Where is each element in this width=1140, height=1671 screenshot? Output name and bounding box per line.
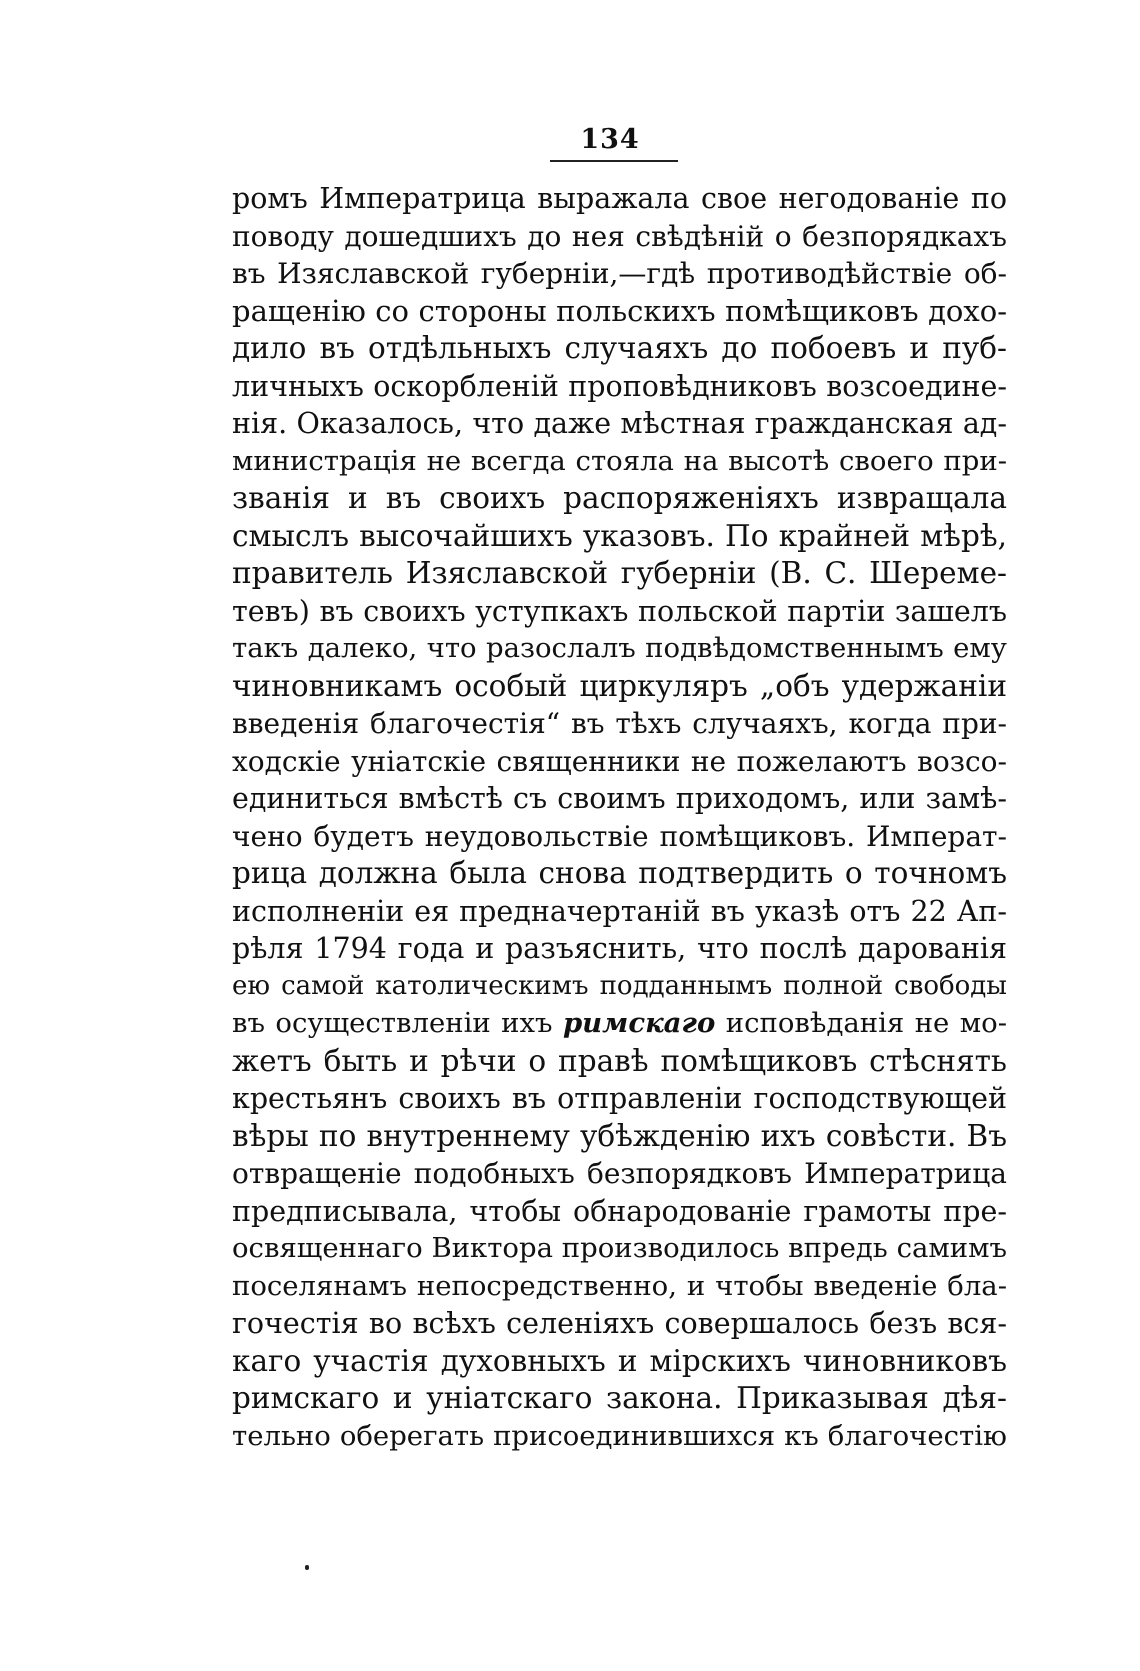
- text-line: рица должна была снова подтвердить о точномъ: [232, 856, 1007, 890]
- text-line: жетъ быть и рѣчи о правѣ помѣщиковъ стѣснять: [232, 1043, 1007, 1078]
- text-line: званія и въ своихъ распоряженіяхъ извращала: [232, 481, 1007, 515]
- text-line: единиться вмѣстѣ съ своимъ приходомъ, или замѣ-: [232, 782, 1007, 815]
- text-line: ею самой католическимъ подданнымъ полной свободы: [232, 970, 1007, 1001]
- text-line: ходскіе уніатскіе священники не пожелаютъ возсо-: [232, 744, 1007, 778]
- text-line: освященнаго Виктора производилось впредь самимъ: [232, 1232, 1007, 1264]
- text-line: такъ далеко, что разослалъ подвѣдомственнымъ ему: [232, 632, 1007, 664]
- text-line: чено будетъ неудовольствіе помѣщиковъ. Императ-: [232, 819, 1007, 853]
- text-line: вѣры по внутреннему убѣжденію ихъ совѣсти. Въ: [232, 1118, 1007, 1153]
- italic-word: римскаго: [562, 1007, 716, 1039]
- text-line: дило въ отдѣльныхъ случаяхъ до побоевъ и пуб-: [232, 331, 1007, 365]
- text-line: ромъ Императрица выражала свое негодованіе по: [232, 182, 1007, 215]
- body-text: [232, 180, 1007, 1455]
- text-line: гочестія во всѣхъ селеніяхъ совершалось безъ вся-: [232, 1307, 1007, 1340]
- header-rule: [550, 160, 678, 162]
- text-line: отвращеніе подобныхъ безпорядковъ Императрица: [232, 1157, 1007, 1190]
- text-line: смыслъ высочайшихъ указовъ. По крайней мѣрѣ,: [232, 518, 1007, 553]
- text-line: правитель Изяславской губерніи (В. С. Шереме-: [232, 556, 1007, 590]
- text-line: ращенію со стороны польскихъ помѣщиковъ дохо-: [232, 293, 1007, 328]
- text-line: поселянамъ непосредственно, и чтобы введеніе бла-: [232, 1269, 1007, 1302]
- text-line: министрація не всегда стояла на высотѣ своего при-: [232, 444, 1007, 477]
- text-line: въ Изяславской губерніи,—гдѣ противодѣйствіе об-: [232, 257, 1007, 290]
- text-line: личныхъ оскорбленій проповѣдниковъ возсоедине-: [232, 369, 1007, 403]
- text-fragment: въ осуществленіи ихъ: [232, 1007, 563, 1039]
- text-line: предписывала, чтобы обнародованіе грамоты пре-: [232, 1194, 1007, 1228]
- text-line: каго участія духовныхъ и мірскихъ чиновниковъ: [232, 1343, 1007, 1378]
- page-number: 134: [580, 124, 640, 155]
- text-line-with-italic: [232, 1005, 1007, 1043]
- text-line: чиновникамъ особый циркуляръ „объ удержаніи: [232, 668, 1007, 703]
- text-line: тевъ) въ своихъ уступкахъ польской партіи зашелъ: [232, 594, 1007, 628]
- text-fragment: исповѣданія не мо-: [715, 1007, 1007, 1039]
- text-line: введенія благочестія“ въ тѣхъ случаяхъ, когда при-: [232, 707, 1007, 740]
- ink-speck: [305, 1565, 309, 1570]
- text-line: тельно оберегать присоединившихся къ благочестію: [232, 1419, 1007, 1452]
- text-line: римскаго и уніатскаго закона. Приказывая дѣя-: [232, 1381, 1007, 1415]
- text-line: крестьянъ своихъ въ отправленіи господствующей: [232, 1082, 1007, 1115]
- text-line: исполненіи ея предначертаній въ указѣ отъ 22 Ап-: [232, 894, 1007, 928]
- text-line: рѣля 1794 года и разъяснить, что послѣ дарованія: [232, 932, 1007, 965]
- text-line: нія. Оказалось, что даже мѣстная гражданская ад-: [232, 407, 1007, 440]
- text-line: поводу дошедшихъ до нея свѣдѣній о безпорядкахъ: [232, 219, 1007, 253]
